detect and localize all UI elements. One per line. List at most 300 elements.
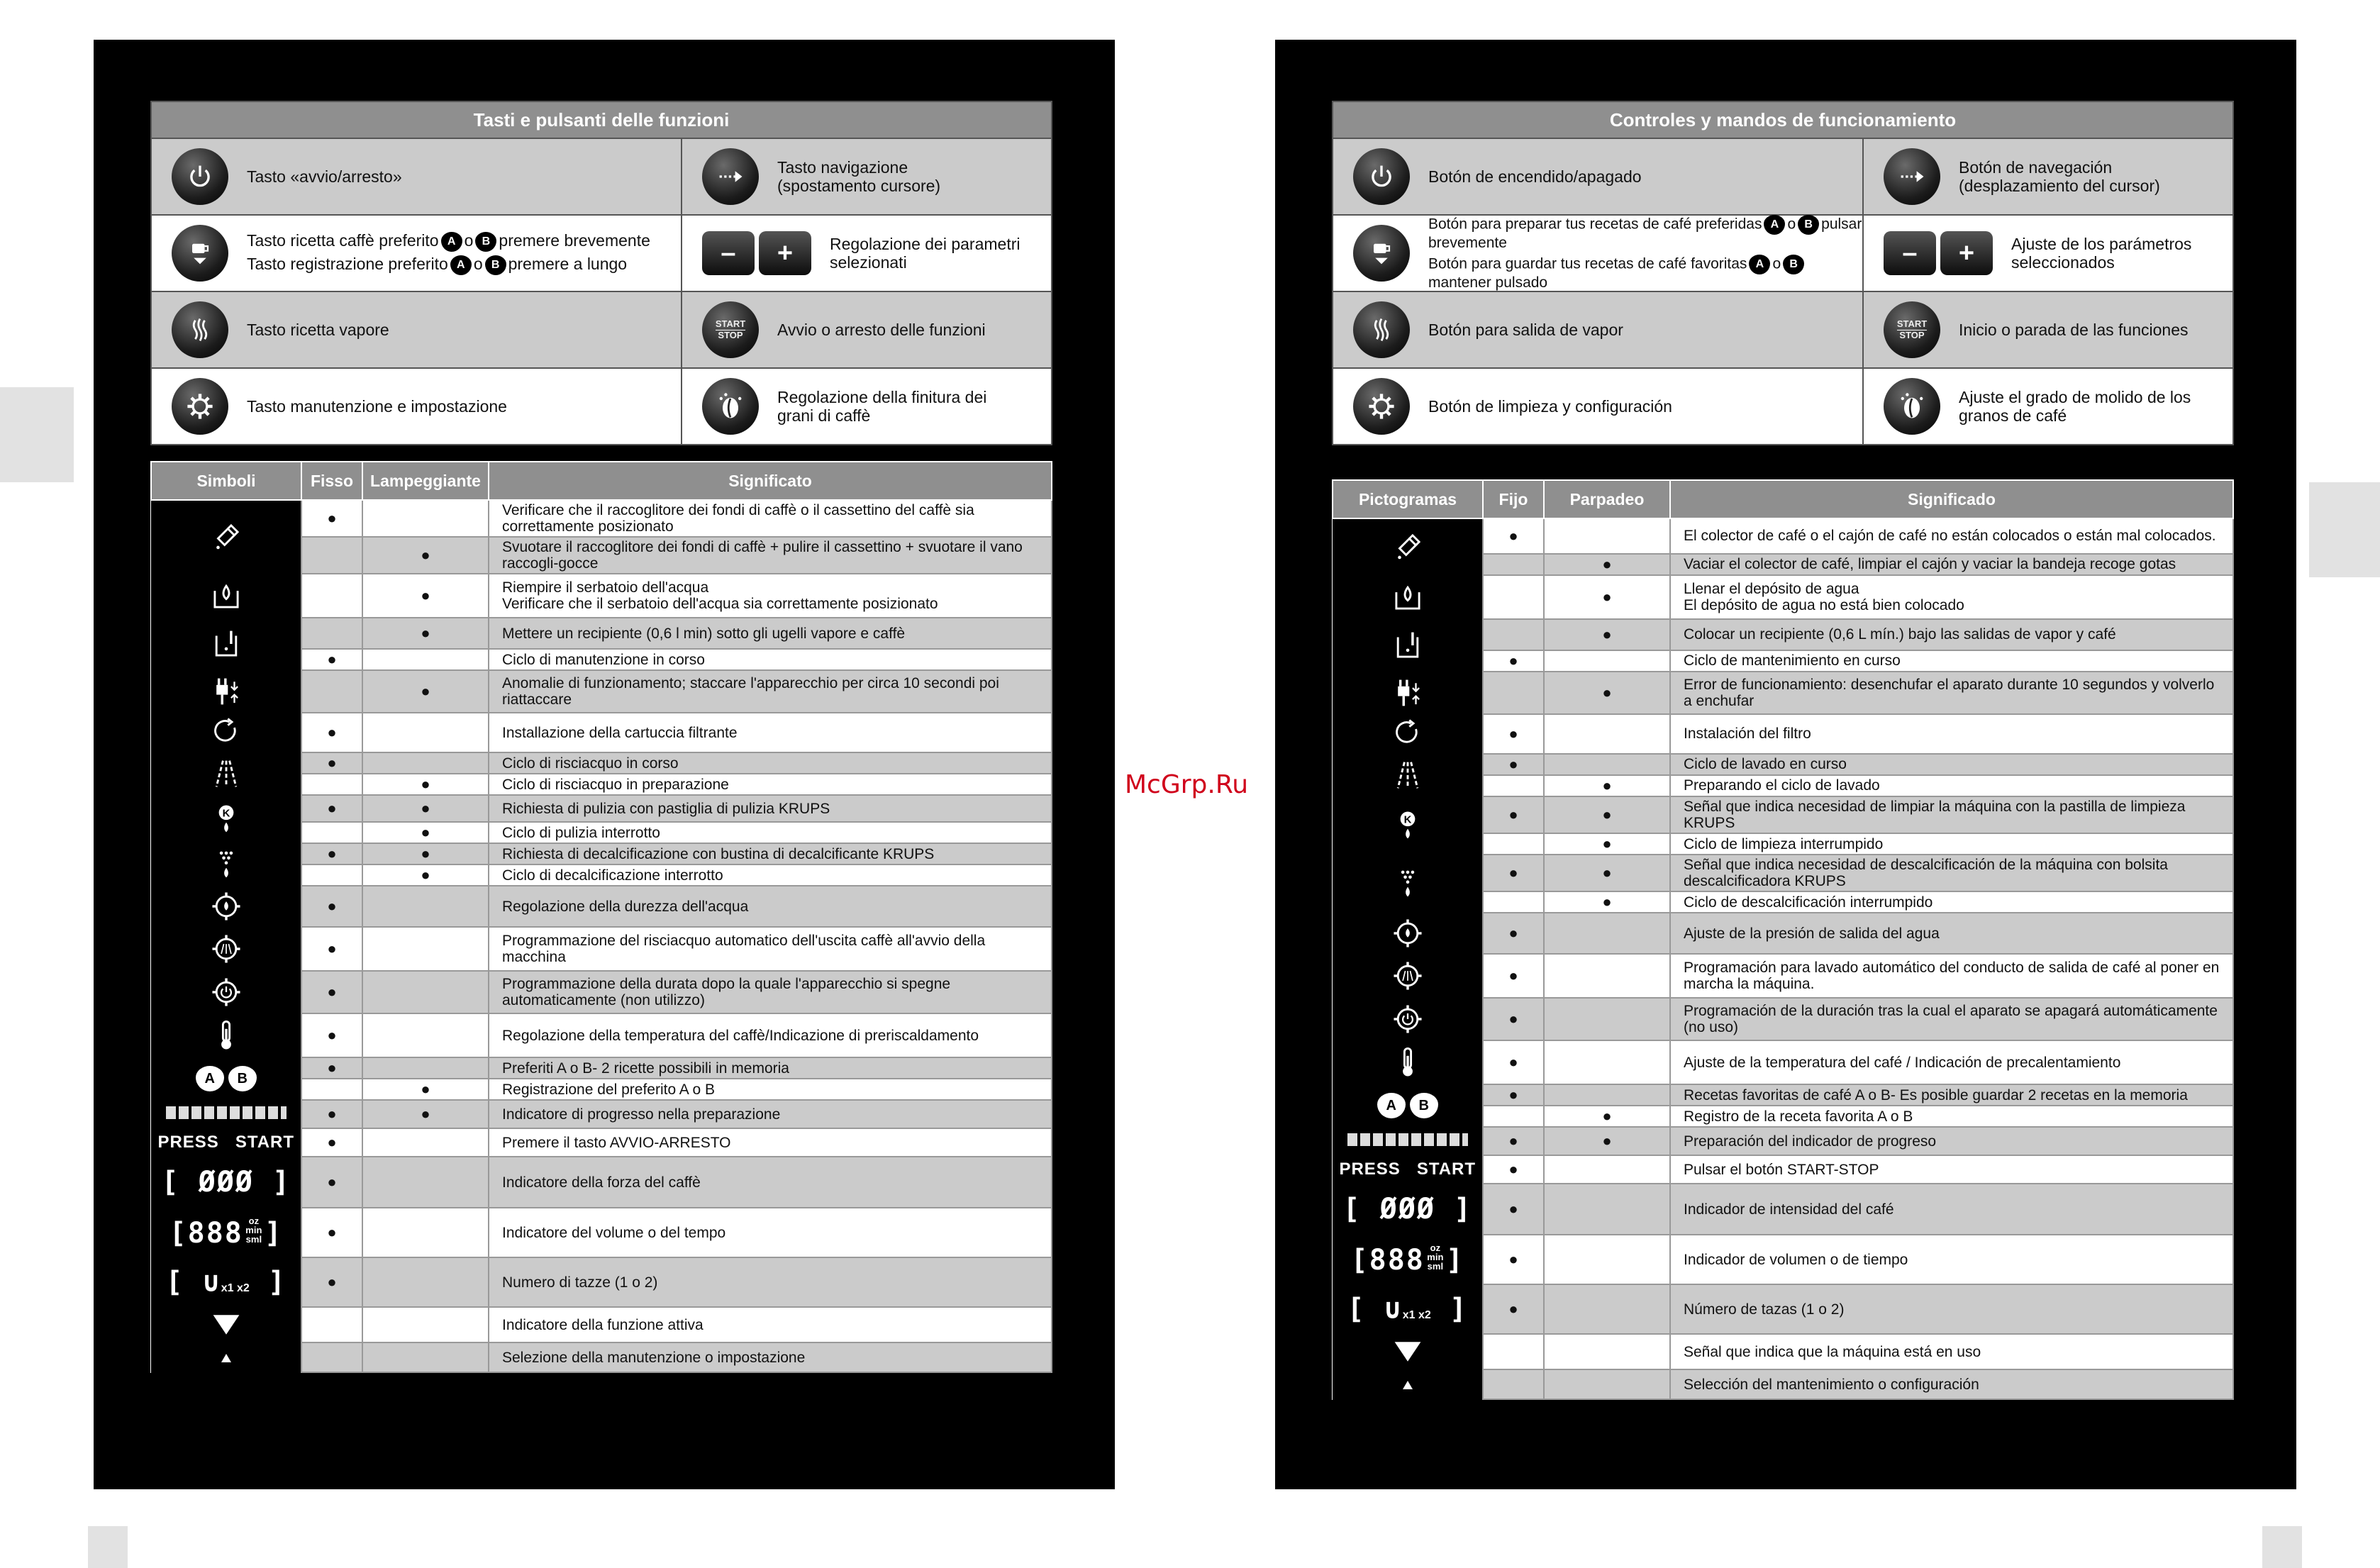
fixed-indicator: [1483, 1334, 1544, 1369]
symbol-meaning: Numero di tazze (1 o 2): [489, 1257, 1052, 1307]
table-row: [151, 1128, 1052, 1157]
table-row: [151, 752, 1052, 774]
blinking-indicator: ●: [362, 1100, 489, 1128]
table-row: [1333, 855, 2233, 891]
gear-icon[interactable]: [172, 378, 228, 435]
symbols-header: Significado: [1670, 480, 2233, 518]
function-cell: [682, 292, 1051, 367]
fixed-indicator: ●: [301, 500, 362, 537]
fixed-indicator: ●: [1483, 1155, 1544, 1184]
fixed-indicator: ●: [1483, 714, 1544, 754]
function-cell: [1333, 216, 1862, 291]
symbol-descale-icon: [151, 843, 301, 886]
fixed-indicator: [1483, 1369, 1544, 1399]
symbol-meaning: Selección del mantenimiento o configuración: [1670, 1369, 2233, 1399]
coffee-cup-icon[interactable]: [172, 225, 228, 282]
symbol-meaning: Instalación del filtro: [1670, 714, 2233, 754]
page-edge-right: [2309, 482, 2380, 577]
arrow-right-icon[interactable]: [1884, 148, 1940, 205]
symbol-plug-icon: [1333, 672, 1483, 714]
functions-title: Controles y mandos de funcionamiento: [1333, 102, 2232, 138]
symbol-meaning: Error de funcionamiento: desenchufar el aparato durante 10 segundos y volverlo a enchufar: [1670, 672, 2233, 714]
table-row: [151, 1307, 1052, 1342]
symbol-meaning: Verificare che il raccoglitore dei fondi di caffè o il cassettino del caffè sia correttamente posizionato: [489, 500, 1052, 537]
symbol-triangle-down-icon: [151, 1307, 301, 1342]
fixed-indicator: ●: [301, 1057, 362, 1079]
symbol-strength-icon: [ ØØØ ]: [151, 1157, 301, 1208]
blinking-indicator: ●: [362, 774, 489, 795]
function-description: Botón de limpieza y configuración: [1428, 396, 1672, 416]
fixed-indicator: ●: [301, 886, 362, 927]
table-row: [151, 618, 1052, 649]
table-row: [151, 1157, 1052, 1208]
blinking-indicator: [1544, 1334, 1670, 1369]
fixed-indicator: [301, 774, 362, 795]
minus-button[interactable]: –: [1884, 231, 1936, 275]
favorite-a-icon: A: [1749, 255, 1770, 274]
symbol-meaning: Vaciar el colector de café, limpiar el cajón y vaciar la bandeja recoge gotas: [1670, 554, 2233, 575]
symbol-meaning: Preferiti A o B- 2 ricette possibili in memoria: [489, 1057, 1052, 1079]
function-cell: [682, 216, 1051, 291]
symbol-meaning: Ciclo de lavado en curso: [1670, 754, 2233, 775]
symbol-meaning: Ciclo di manutenzione in corso: [489, 649, 1052, 670]
function-description: Inicio o parada de las funciones: [1959, 320, 2189, 339]
fixed-indicator: ●: [301, 1208, 362, 1257]
blinking-indicator: ●: [362, 670, 489, 713]
fixed-indicator: [301, 670, 362, 713]
left-content: [150, 101, 1052, 445]
stop-label: STOP: [1899, 329, 1925, 340]
symbol-filter-icon: [1333, 714, 1483, 754]
fixed-indicator: [301, 1342, 362, 1372]
page-corner-bottom-right: [2262, 1526, 2302, 1568]
symbol-meaning: Regolazione della temperatura del caffè/Indicazione di preriscaldamento: [489, 1013, 1052, 1057]
symbol-meaning: Premere il tasto AVVIO-ARRESTO: [489, 1128, 1052, 1157]
blinking-indicator: [362, 1342, 489, 1372]
function-cell: [1864, 216, 2232, 291]
blinking-indicator: [1544, 714, 1670, 754]
fixed-indicator: ●: [1483, 1084, 1544, 1106]
symbols-header: Parpadeo: [1544, 480, 1670, 518]
fixed-indicator: ●: [301, 1157, 362, 1208]
table-row: [151, 971, 1052, 1013]
symbols-table: [1332, 479, 2234, 1400]
symbol-meaning: Ciclo di risciacquo in corso: [489, 752, 1052, 774]
symbol-water-tank-icon: [151, 574, 301, 618]
symbol-meaning: Ajuste de la presión de salida del agua: [1670, 913, 2233, 954]
table-row: [1333, 619, 2233, 650]
steam-icon[interactable]: [172, 301, 228, 358]
functions-title: Tasti e pulsanti delle funzioni: [152, 102, 1051, 138]
bean-grind-icon[interactable]: [702, 378, 759, 435]
symbol-filter-icon: [151, 713, 301, 752]
function-cell: [152, 292, 681, 367]
favorite-a-icon: A: [1764, 215, 1785, 235]
symbols-table: [150, 461, 1052, 1373]
blinking-indicator: ●: [1544, 554, 1670, 575]
symbol-meaning: Indicatore della forza del caffè: [489, 1157, 1052, 1208]
functions-table: [150, 101, 1052, 445]
symbol-ab-icon: A B: [151, 1057, 301, 1100]
table-row: [151, 500, 1052, 537]
favorite-b-icon: B: [1783, 255, 1804, 274]
blinking-indicator: ●: [1544, 1106, 1670, 1127]
fixed-indicator: [1483, 619, 1544, 650]
table-row: [1333, 1334, 2233, 1369]
blinking-indicator: ●: [362, 822, 489, 843]
symbol-meaning: Selezione della manutenzione o impostazione: [489, 1342, 1052, 1372]
table-row: [1333, 1084, 2233, 1106]
functions-row: [152, 139, 1051, 214]
symbol-meaning: Mettere un recipiente (0,6 l min) sotto gli ugelli vapore e caffè: [489, 618, 1052, 649]
symbol-hardness-icon: [151, 886, 301, 927]
function-description: Botón de encendido/apagado: [1428, 167, 1642, 186]
symbol-grounds-icon: [151, 500, 301, 574]
functions-row: [152, 216, 1051, 291]
symbol-water-tank-icon: [1333, 575, 1483, 619]
function-description: Tasto «avvio/arresto»: [247, 167, 402, 186]
function-description: Regolazione dei parametri selezionati: [830, 234, 1021, 272]
symbol-meaning: Svuotare il raccoglitore dei fondi di caffè + pulire il cassettino + svuotare il vano raccogli-gocce: [489, 537, 1052, 574]
blinking-indicator: [362, 713, 489, 752]
fixed-indicator: ●: [301, 649, 362, 670]
table-row: [1333, 1284, 2233, 1334]
symbol-meaning: Programmazione del risciacquo automatico dell'uscita caffè all'avvio della macchina: [489, 927, 1052, 971]
table-row: [1333, 1040, 2233, 1084]
function-cell: [152, 139, 681, 214]
function-description: Ajuste el grado de molido de los granos de café: [1959, 387, 2191, 425]
fixed-indicator: ●: [1483, 954, 1544, 998]
fixed-indicator: [1483, 554, 1544, 575]
table-row: [1333, 1127, 2233, 1155]
function-cell: [1864, 139, 2232, 214]
symbol-meaning: Preparando el ciclo de lavado: [1670, 775, 2233, 796]
symbol-meaning: Ajuste de la temperatura del café / Indicación de precalentamiento: [1670, 1040, 2233, 1084]
favorite-b-icon: B: [485, 255, 506, 275]
symbols-header: Lampeggiante: [362, 462, 489, 500]
symbol-meaning: Richiesta di decalcificazione con bustina di decalcificante KRUPS: [489, 843, 1052, 864]
function-description: Tasto navigazione (spostamento cursore): [777, 157, 941, 195]
symbol-meaning: Señal que indica que la máquina está en uso: [1670, 1334, 2233, 1369]
watermark: McGrp.Ru: [1125, 770, 1249, 799]
fixed-indicator: ●: [1483, 1235, 1544, 1284]
minus-button[interactable]: –: [702, 231, 755, 275]
table-row: [1333, 1184, 2233, 1235]
svg-text:K: K: [1403, 813, 1412, 826]
bean-grind-icon[interactable]: [1884, 378, 1940, 435]
favorite-a-icon: A: [450, 255, 472, 275]
blinking-indicator: [1544, 1369, 1670, 1399]
blinking-indicator: [1544, 650, 1670, 672]
fixed-indicator: ●: [301, 1128, 362, 1157]
symbol-container-icon: [1333, 619, 1483, 672]
symbol-k-tablet-icon: [1333, 796, 1483, 855]
fixed-indicator: ●: [1483, 913, 1544, 954]
table-row: [151, 1257, 1052, 1307]
power-icon[interactable]: [172, 148, 228, 205]
function-description: Botón para salida de vapor: [1428, 320, 1623, 339]
table-row: [151, 1208, 1052, 1257]
table-row: [1333, 1155, 2233, 1184]
blinking-indicator: ●: [1544, 775, 1670, 796]
blinking-indicator: ●: [1544, 855, 1670, 891]
blinking-indicator: ●: [362, 795, 489, 822]
fixed-indicator: ●: [1483, 1127, 1544, 1155]
fixed-indicator: [301, 537, 362, 574]
symbol-meaning: Número de tazas (1 o 2): [1670, 1284, 2233, 1334]
coffee-cup-icon[interactable]: [1353, 225, 1410, 282]
symbol-meaning: Indicatore di progresso nella preparazione: [489, 1100, 1052, 1128]
table-row: [1333, 998, 2233, 1040]
symbol-cups-icon: [ ∪x1 x2 ]: [151, 1257, 301, 1307]
symbol-rinse-icon: [151, 752, 301, 795]
stop-label: STOP: [718, 329, 743, 340]
symbol-meaning: Ciclo de mantenimiento en curso: [1670, 650, 2233, 672]
symbol-meaning: Anomalie di funzionamento; staccare l'apparecchio per circa 10 secondi poi riattaccare: [489, 670, 1052, 713]
start-label: START: [715, 318, 746, 329]
function-cell: [1333, 292, 1862, 367]
table-row: [151, 1100, 1052, 1128]
symbol-auto-rinse-icon: [151, 927, 301, 971]
fixed-indicator: ●: [1483, 1040, 1544, 1084]
minus-plus-icon[interactable]: [1884, 231, 1993, 275]
symbol-hardness-icon: [1333, 913, 1483, 954]
symbol-meaning: Registrazione del preferito A o B: [489, 1079, 1052, 1100]
gear-icon[interactable]: [1353, 378, 1410, 435]
steam-icon[interactable]: [1353, 301, 1410, 358]
symbol-volume-icon: [888 oz min sml]: [1333, 1235, 1483, 1284]
table-row: [151, 927, 1052, 971]
symbol-meaning: Ciclo di decalcificazione interrotto: [489, 864, 1052, 886]
symbol-progress-icon: [1333, 1127, 1483, 1155]
symbol-rinse-icon: [1333, 754, 1483, 796]
symbol-meaning: Riempire il serbatoio dell'acqua Verificare che il serbatoio dell'acqua sia correttamente posizionato: [489, 574, 1052, 618]
symbol-meaning: Ciclo di risciacquo in preparazione: [489, 774, 1052, 795]
table-row: [151, 1057, 1052, 1079]
function-cell: [682, 139, 1051, 214]
table-row: [1333, 518, 2233, 554]
fixed-indicator: ●: [301, 752, 362, 774]
blinking-indicator: ●: [1544, 672, 1670, 714]
blinking-indicator: [362, 752, 489, 774]
symbol-triangle-up-icon: [1333, 1369, 1483, 1399]
blinking-indicator: ●: [362, 618, 489, 649]
symbol-k-tablet-icon: [151, 795, 301, 843]
fixed-indicator: [1483, 575, 1544, 619]
blinking-indicator: [362, 1307, 489, 1342]
symbols-header-row: [1333, 480, 2233, 518]
symbol-meaning: Preparación del indicador de progreso: [1670, 1127, 2233, 1155]
symbol-auto-off-icon: [1333, 998, 1483, 1040]
fixed-indicator: ●: [1483, 754, 1544, 775]
blinking-indicator: ●: [1544, 833, 1670, 855]
table-row: [1333, 575, 2233, 619]
fixed-indicator: [301, 618, 362, 649]
start-label: START: [1896, 318, 1928, 329]
table-row: [151, 843, 1052, 864]
plus-button[interactable]: +: [1940, 231, 1993, 275]
blinking-indicator: ●: [362, 574, 489, 618]
blinking-indicator: [362, 500, 489, 537]
symbol-thermo-icon: [1333, 1040, 1483, 1084]
start-stop-icon[interactable]: [1884, 301, 1940, 358]
symbol-meaning: Señal que indica necesidad de limpiar la máquina con la pastilla de limpieza KRUPS: [1670, 796, 2233, 833]
blinking-indicator: [1544, 1084, 1670, 1106]
blinking-indicator: ●: [362, 864, 489, 886]
symbol-meaning: Indicador de intensidad del café: [1670, 1184, 2233, 1235]
blinking-indicator: ●: [1544, 575, 1670, 619]
blinking-indicator: [362, 927, 489, 971]
function-description: Botón para preparar tus recetas de café preferidas A o B pulsar brevemente Botón para guardar tus recetas de café favoritas A o Bmantener pulsado: [1428, 216, 1862, 291]
symbol-descale-icon: [1333, 855, 1483, 913]
blinking-indicator: [362, 1257, 489, 1307]
function-cell: [1333, 369, 1862, 444]
symbol-meaning: Ciclo de descalcificación interrumpido: [1670, 891, 2233, 913]
page-corner-bottom-left: [88, 1526, 128, 1568]
fixed-indicator: ●: [301, 1257, 362, 1307]
fixed-indicator: [301, 822, 362, 843]
table-row: [151, 1013, 1052, 1057]
svg-text:K: K: [222, 807, 230, 820]
fixed-indicator: ●: [1483, 650, 1544, 672]
blinking-indicator: [1544, 1235, 1670, 1284]
symbol-press-start-icon: PRESS START: [1333, 1155, 1483, 1184]
functions-table: [1332, 101, 2234, 445]
favorite-b-icon: B: [475, 232, 496, 252]
blinking-indicator: [1544, 1040, 1670, 1084]
blinking-indicator: [362, 1128, 489, 1157]
fixed-indicator: ●: [301, 927, 362, 971]
symbol-meaning: Ciclo di pulizia interrotto: [489, 822, 1052, 843]
blinking-indicator: [362, 971, 489, 1013]
fixed-indicator: ●: [301, 971, 362, 1013]
symbol-volume-icon: [888 oz min sml]: [151, 1208, 301, 1257]
table-row: [1333, 754, 2233, 775]
power-icon[interactable]: [1353, 148, 1410, 205]
fixed-indicator: ●: [301, 1013, 362, 1057]
function-description: Tasto manutenzione e impostazione: [247, 396, 507, 416]
blinking-indicator: [362, 1013, 489, 1057]
function-cell: [1333, 139, 1862, 214]
table-row: [1333, 913, 2233, 954]
fixed-indicator: ●: [301, 713, 362, 752]
table-row: [151, 713, 1052, 752]
blinking-indicator: [1544, 998, 1670, 1040]
blinking-indicator: ●: [1544, 796, 1670, 833]
symbols-header: Fijo: [1483, 480, 1544, 518]
blinking-indicator: [362, 1208, 489, 1257]
blinking-indicator: ●: [362, 537, 489, 574]
blinking-indicator: [362, 649, 489, 670]
symbol-meaning: Richiesta di pulizia con pastiglia di pulizia KRUPS: [489, 795, 1052, 822]
function-description: Ajuste de los parámetros seleccionados: [2011, 234, 2192, 272]
function-cell: [1864, 369, 2232, 444]
table-row: [1333, 1369, 2233, 1399]
fixed-indicator: ●: [301, 843, 362, 864]
fixed-indicator: [1483, 833, 1544, 855]
fixed-indicator: [1483, 1106, 1544, 1127]
symbol-meaning: Colocar un recipiente (0,6 L mín.) bajo las salidas de vapor y café: [1670, 619, 2233, 650]
symbol-container-icon: [151, 618, 301, 670]
blinking-indicator: ●: [1544, 619, 1670, 650]
function-description: Regolazione della finitura dei grani di caffè: [777, 387, 987, 425]
symbol-auto-rinse-icon: [1333, 954, 1483, 998]
symbols-header: Fisso: [301, 462, 362, 500]
symbol-meaning: Programación de la duración tras la cual el aparato se apagará automáticamente (no uso): [1670, 998, 2233, 1040]
symbol-triangle-down-icon: [1333, 1334, 1483, 1369]
page-edge-left: [0, 387, 74, 482]
blinking-indicator: [1544, 954, 1670, 998]
table-row: [1333, 714, 2233, 754]
symbol-meaning: Indicador de volumen o de tiempo: [1670, 1235, 2233, 1284]
symbol-meaning: Registro de la receta favorita A o B: [1670, 1106, 2233, 1127]
blinking-indicator: ●: [362, 1079, 489, 1100]
fixed-indicator: ●: [301, 1100, 362, 1128]
minus-plus-icon[interactable]: [702, 231, 811, 275]
symbol-meaning: Pulsar el botón START-STOP: [1670, 1155, 2233, 1184]
symbol-cups-icon: [ ∪x1 x2 ]: [1333, 1284, 1483, 1334]
functions-row: [1333, 139, 2232, 214]
fixed-indicator: [1483, 672, 1544, 714]
function-description: Tasto ricetta caffè preferito A o B premere brevemente Tasto registrazione preferito A o B premere a lungo: [247, 228, 650, 278]
table-row: [151, 886, 1052, 927]
blinking-indicator: [362, 886, 489, 927]
function-cell: [682, 369, 1051, 444]
function-description: Botón de navegación (desplazamiento del cursor): [1959, 157, 2160, 195]
blinking-indicator: [1544, 1155, 1670, 1184]
symbol-triangle-up-icon: [151, 1342, 301, 1372]
arrow-right-icon[interactable]: [702, 148, 759, 205]
functions-row: [152, 292, 1051, 367]
fixed-indicator: [301, 1307, 362, 1342]
symbol-plug-icon: [151, 670, 301, 713]
favorite-b-icon: B: [1798, 215, 1819, 235]
plus-button[interactable]: +: [759, 231, 811, 275]
symbol-meaning: El colector de café o el cajón de café no están colocados o están mal colocados.: [1670, 518, 2233, 554]
symbol-grounds-icon: [1333, 518, 1483, 575]
blinking-indicator: [362, 1157, 489, 1208]
symbols-header-row: [151, 462, 1052, 500]
symbol-meaning: Llenar el depósito de agua El depósito de agua no está bien colocado: [1670, 575, 2233, 619]
function-cell: [152, 216, 681, 291]
blinking-indicator: ●: [362, 843, 489, 864]
functions-row: [1333, 369, 2232, 444]
fixed-indicator: ●: [1483, 796, 1544, 833]
symbol-meaning: Regolazione della durezza dell'acqua: [489, 886, 1052, 927]
fixed-indicator: [301, 574, 362, 618]
table-row: [1333, 954, 2233, 998]
fixed-indicator: [1483, 891, 1544, 913]
table-row: [151, 574, 1052, 618]
start-stop-icon[interactable]: [702, 301, 759, 358]
fixed-indicator: [301, 1079, 362, 1100]
functions-row: [1333, 292, 2232, 367]
blinking-indicator: [362, 1057, 489, 1079]
symbols-header: Significato: [489, 462, 1052, 500]
symbol-meaning: Recetas favoritas de café A o B- Es posible guardar 2 recetas en la memoria: [1670, 1084, 2233, 1106]
fixed-indicator: ●: [1483, 518, 1544, 554]
blinking-indicator: [1544, 1184, 1670, 1235]
blinking-indicator: [1544, 518, 1670, 554]
symbol-ab-icon: A B: [1333, 1084, 1483, 1127]
blinking-indicator: ●: [1544, 891, 1670, 913]
fixed-indicator: ●: [1483, 1184, 1544, 1235]
symbol-thermo-icon: [151, 1013, 301, 1057]
symbol-meaning: Programmazione della durata dopo la quale l'apparecchio si spegne automaticamente (non utilizzo): [489, 971, 1052, 1013]
fixed-indicator: [301, 864, 362, 886]
symbol-meaning: Ciclo de limpieza interrumpido: [1670, 833, 2233, 855]
blinking-indicator: [1544, 1284, 1670, 1334]
